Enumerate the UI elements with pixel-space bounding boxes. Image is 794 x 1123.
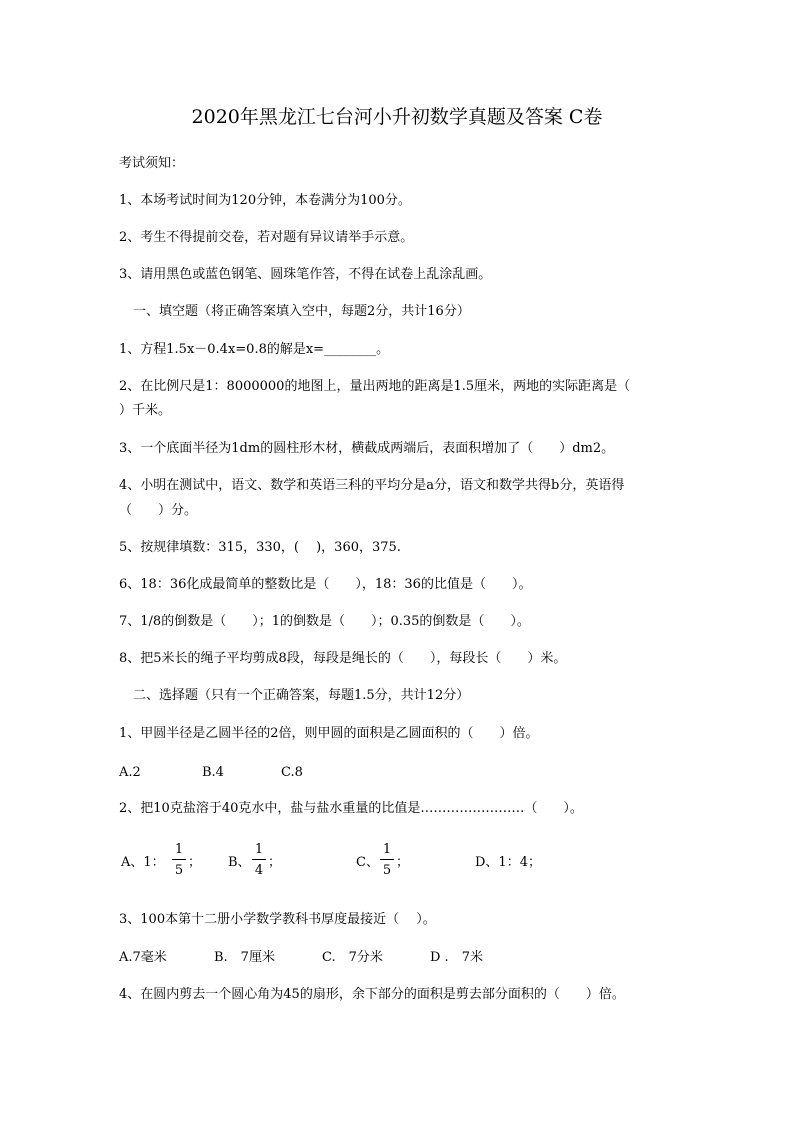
s2-q2-option-b-fraction — [252, 842, 266, 878]
s2-q1-option-a: A.2 — [119, 765, 141, 780]
s2-question-2: 2、把10克盐溶于40克水中，盐与盐水重量的比值是……………………（ ）。 — [119, 801, 583, 816]
section-1-heading: 一、填空题（将正确答案填入空中，每题2分，共计16分） — [133, 304, 470, 319]
fraction-bar — [172, 859, 186, 860]
fraction-denominator: 5 — [174, 863, 184, 878]
s2-q2-option-c-suffix: ； — [396, 855, 410, 870]
s2-question-3: 3、100本第十二册小学数学教科书厚度最接近（ ）。 — [119, 912, 436, 927]
s1-question-8: 8、把5米长的绳子平均剪成8段，每段是绳长的（ ），每段长（ ）米。 — [119, 651, 567, 666]
page-title: 2020年黑龙江七台河小升初数学真题及答案 C卷 — [191, 106, 603, 128]
s1-question-3: 3、一个底面半径为1dm的圆柱形木材，横截成两端后，表面积增加了（ ）dm2。 — [119, 441, 615, 456]
notice-item-1: 1、本场考试时间为120分钟，本卷满分为100分。 — [119, 193, 411, 208]
notice-item-3: 3、请用黑色或蓝色钢笔、圆珠笔作答，不得在试卷上乱涂乱画。 — [119, 267, 492, 282]
s1-question-1: 1、方程1.5x－0.4x=0.8的解是x=________。 — [119, 342, 390, 357]
notice-item-2: 2、考生不得提前交卷，若对题有异议请举手示意。 — [119, 230, 414, 245]
s2-q1-option-c: C.8 — [281, 765, 303, 780]
s2-q2-option-b-prefix: B、 — [228, 855, 251, 870]
s1-question-2-line-1: 2、在比例尺是1：8000000的地图上，量出两地的距离是1.5厘米，两地的实际距离是（ — [119, 379, 631, 394]
s2-q2-option-c-fraction — [380, 842, 394, 878]
s2-question-1: 1、甲圆半径是乙圆半径的2倍，则甲圆的面积是乙圆面积的（ ）倍。 — [119, 726, 539, 741]
s2-q3-option-b: B. 7厘米 — [214, 950, 275, 965]
fraction-bar — [380, 859, 394, 860]
s2-q2-option-d: D、1：4； — [475, 855, 541, 870]
s2-q2-option-b-suffix: ； — [268, 855, 282, 870]
fraction-numerator: 1 — [174, 842, 184, 857]
notice-heading: 考试须知： — [119, 156, 185, 171]
fraction-numerator: 1 — [254, 842, 264, 857]
s2-q2-option-a-fraction — [172, 842, 186, 878]
section-2-heading: 二、选择题（只有一个正确答案，每题1.5分，共计12分） — [133, 688, 470, 703]
fraction-bar — [252, 859, 266, 860]
s2-q2-option-a-prefix: A、1： — [121, 855, 165, 870]
s1-question-7: 7、1/8的倒数是（ ）；1的倒数是（ ）；0.35的倒数是（ ）。 — [119, 614, 530, 629]
fraction-denominator: 5 — [382, 863, 392, 878]
s2-q2-option-a-suffix: ； — [188, 855, 202, 870]
fraction-denominator: 4 — [254, 863, 264, 878]
s1-question-2-line-2: ）千米。 — [119, 403, 172, 418]
s2-q1-option-b: B.4 — [202, 765, 224, 780]
s1-question-4-line-1: 4、小明在测试中，语文、数学和英语三科的平均分是a分，语文和数学共得b分，英语得 — [119, 478, 625, 493]
s1-question-5: 5、按规律填数：315，330，( )，360，375. — [119, 540, 401, 555]
s2-question-4: 4、在圆内剪去一个圆心角为45的扇形，余下部分的面积是剪去部分面积的（ ）倍。 — [119, 987, 625, 1002]
s2-q3-option-a: A.7毫米 — [119, 950, 167, 965]
s1-question-6: 6、18：36化成最简单的整数比是（ ），18：36的比值是（ ）。 — [119, 577, 532, 592]
s2-q2-option-c-prefix: C、 — [356, 855, 379, 870]
fraction-numerator: 1 — [382, 842, 392, 857]
s2-q3-option-d: D . 7米 — [430, 950, 483, 965]
s2-q3-option-c: C. 7分米 — [322, 950, 383, 965]
s1-question-4-line-2: （ ）分。 — [119, 503, 198, 518]
